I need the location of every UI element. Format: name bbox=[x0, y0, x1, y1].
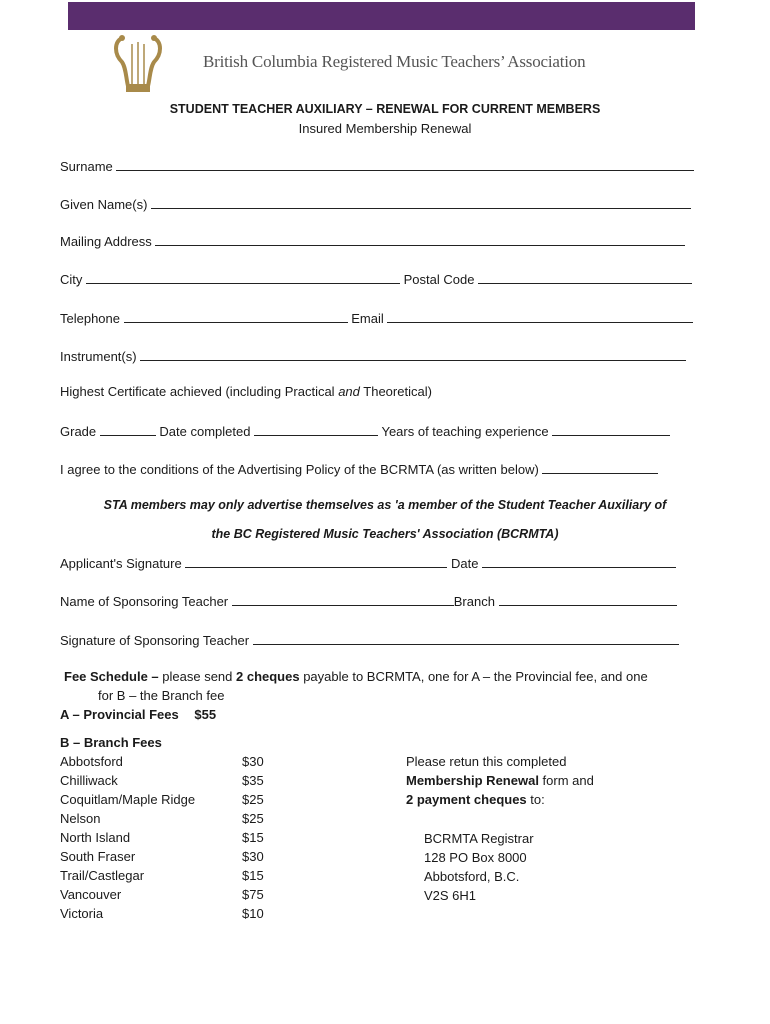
sponsoring-teacher-label: Name of Sponsoring Teacher bbox=[60, 594, 229, 609]
branch-fee: $25 bbox=[242, 811, 264, 826]
branch-name: North Island bbox=[60, 830, 131, 845]
mailing-address-label: Mailing Address bbox=[60, 234, 152, 249]
branch-name: Abbotsford bbox=[60, 754, 123, 769]
sponsor-signature-field[interactable] bbox=[253, 631, 679, 645]
return-line3-rest: to: bbox=[526, 792, 545, 807]
branch-name: Victoria bbox=[60, 906, 104, 921]
branch-fee-list bbox=[242, 752, 264, 923]
branch-fee: $25 bbox=[242, 792, 264, 807]
branch-name: Vancouver bbox=[60, 887, 122, 902]
branch-name: Chilliwack bbox=[60, 773, 118, 788]
grade-label: Grade bbox=[60, 424, 97, 439]
agree-label: I agree to the conditions of the Advertising Policy of the BCRMTA (as written below) bbox=[60, 462, 539, 477]
date-field[interactable] bbox=[482, 554, 676, 568]
city-field[interactable] bbox=[86, 270, 400, 284]
highest-cert-label: Highest Certificate achieved (including Practical bbox=[60, 384, 339, 399]
branch-fee: $10 bbox=[242, 906, 264, 921]
applicant-signature-label: Applicant's Signature bbox=[60, 556, 182, 571]
branch-label: Branch bbox=[453, 594, 495, 609]
telephone-field[interactable] bbox=[124, 309, 348, 323]
surname-row bbox=[60, 157, 694, 175]
city-postal-row bbox=[60, 270, 692, 288]
return-line3 bbox=[406, 790, 594, 809]
address-line: Abbotsford, B.C. bbox=[424, 869, 520, 884]
return-line2-bold: Membership Renewal bbox=[406, 773, 539, 788]
branch-fee: $30 bbox=[242, 754, 264, 769]
provincial-fees-label: A – Provincial Fees bbox=[60, 707, 179, 722]
branch-fee: $15 bbox=[242, 830, 264, 845]
email-field[interactable] bbox=[387, 309, 693, 323]
telephone-label: Telephone bbox=[60, 311, 120, 326]
agree-field[interactable] bbox=[542, 460, 658, 474]
mailing-address-row bbox=[60, 232, 685, 250]
sponsor-signature-label: Signature of Sponsoring Teacher bbox=[60, 633, 250, 648]
address-line: V2S 6H1 bbox=[424, 888, 477, 903]
fee-schedule-text-end: payable to BCRMTA, one for A – the Provincial fee, and one bbox=[299, 669, 648, 684]
branch-name: Coquitlam/Maple Ridge bbox=[60, 792, 196, 807]
years-experience-label: Years of teaching experience bbox=[381, 424, 549, 439]
fee-schedule-cheques: 2 cheques bbox=[236, 669, 300, 684]
provincial-fees bbox=[60, 707, 216, 722]
given-names-label: Given Name(s) bbox=[60, 197, 148, 212]
instruments-row bbox=[60, 347, 686, 365]
return-instructions bbox=[406, 752, 594, 809]
form-subtitle: Insured Membership Renewal bbox=[298, 121, 472, 136]
applicant-signature-field[interactable] bbox=[185, 554, 447, 568]
org-name: British Columbia Registered Music Teachers’ Association bbox=[203, 52, 586, 71]
branch-fee: $75 bbox=[242, 887, 264, 902]
instruments-label: Instrument(s) bbox=[60, 349, 137, 364]
return-line1: Please retun this completed bbox=[406, 754, 567, 769]
agree-row bbox=[60, 460, 658, 478]
branch-fee: $30 bbox=[242, 849, 264, 864]
postal-code-label: Postal Code bbox=[403, 272, 475, 287]
advertising-policy-line2: the BC Registered Music Teachers' Association (BCRMTA) bbox=[211, 527, 559, 541]
address-line: BCRMTA Registrar bbox=[424, 831, 534, 846]
branch-fee: $15 bbox=[242, 868, 264, 883]
branch-name: South Fraser bbox=[60, 849, 136, 864]
registrar-address bbox=[424, 829, 534, 905]
highest-cert-row bbox=[60, 384, 432, 402]
date-completed-field[interactable] bbox=[254, 422, 378, 436]
instruments-field[interactable] bbox=[140, 347, 686, 361]
return-line2-rest: form and bbox=[538, 773, 594, 788]
fee-schedule-text: please send bbox=[158, 669, 236, 684]
fee-schedule-line1 bbox=[64, 669, 648, 684]
date-completed-label: Date completed bbox=[159, 424, 251, 439]
highest-cert-and: and bbox=[338, 384, 360, 399]
surname-field[interactable] bbox=[116, 157, 694, 171]
lyre-logo-icon bbox=[112, 32, 164, 96]
advertising-policy-line1: STA members may only advertise themselves as 'a member of the Student Teacher Auxiliary of bbox=[103, 498, 667, 512]
fee-schedule-label: Fee Schedule – bbox=[64, 669, 159, 684]
branch-fees-heading: B – Branch Fees bbox=[60, 735, 162, 750]
email-label: Email bbox=[351, 311, 384, 326]
mailing-address-field[interactable] bbox=[155, 232, 685, 246]
given-names-field[interactable] bbox=[151, 195, 691, 209]
grade-row bbox=[60, 422, 670, 440]
surname-label: Surname bbox=[60, 159, 113, 174]
date-label: Date bbox=[450, 556, 479, 571]
given-names-row bbox=[60, 195, 691, 213]
address-line: 128 PO Box 8000 bbox=[424, 850, 527, 865]
grade-field[interactable] bbox=[100, 422, 156, 436]
city-label: City bbox=[60, 272, 83, 287]
telephone-email-row bbox=[60, 309, 693, 327]
highest-cert-label-end: Theoretical) bbox=[359, 384, 432, 399]
branch-fee: $35 bbox=[242, 773, 264, 788]
sponsoring-teacher-field[interactable] bbox=[232, 592, 454, 606]
branch-name: Nelson bbox=[60, 811, 101, 826]
provincial-fees-amount: $55 bbox=[194, 707, 217, 722]
form-title: STUDENT TEACHER AUXILIARY – RENEWAL FOR CURRENT MEMBERS bbox=[169, 102, 601, 116]
branch-name-list bbox=[60, 752, 195, 923]
sponsor-signature-row bbox=[60, 631, 679, 649]
return-line3-bold: 2 payment cheques bbox=[406, 792, 527, 807]
fee-schedule-line2: for B – the Branch fee bbox=[98, 688, 225, 703]
branch-field[interactable] bbox=[499, 592, 677, 606]
return-line2 bbox=[406, 771, 594, 790]
years-experience-field[interactable] bbox=[552, 422, 670, 436]
sponsoring-teacher-row bbox=[60, 592, 677, 610]
postal-code-field[interactable] bbox=[478, 270, 692, 284]
branch-name: Trail/Castlegar bbox=[60, 868, 145, 883]
applicant-signature-row bbox=[60, 554, 676, 572]
header-band bbox=[68, 2, 695, 30]
